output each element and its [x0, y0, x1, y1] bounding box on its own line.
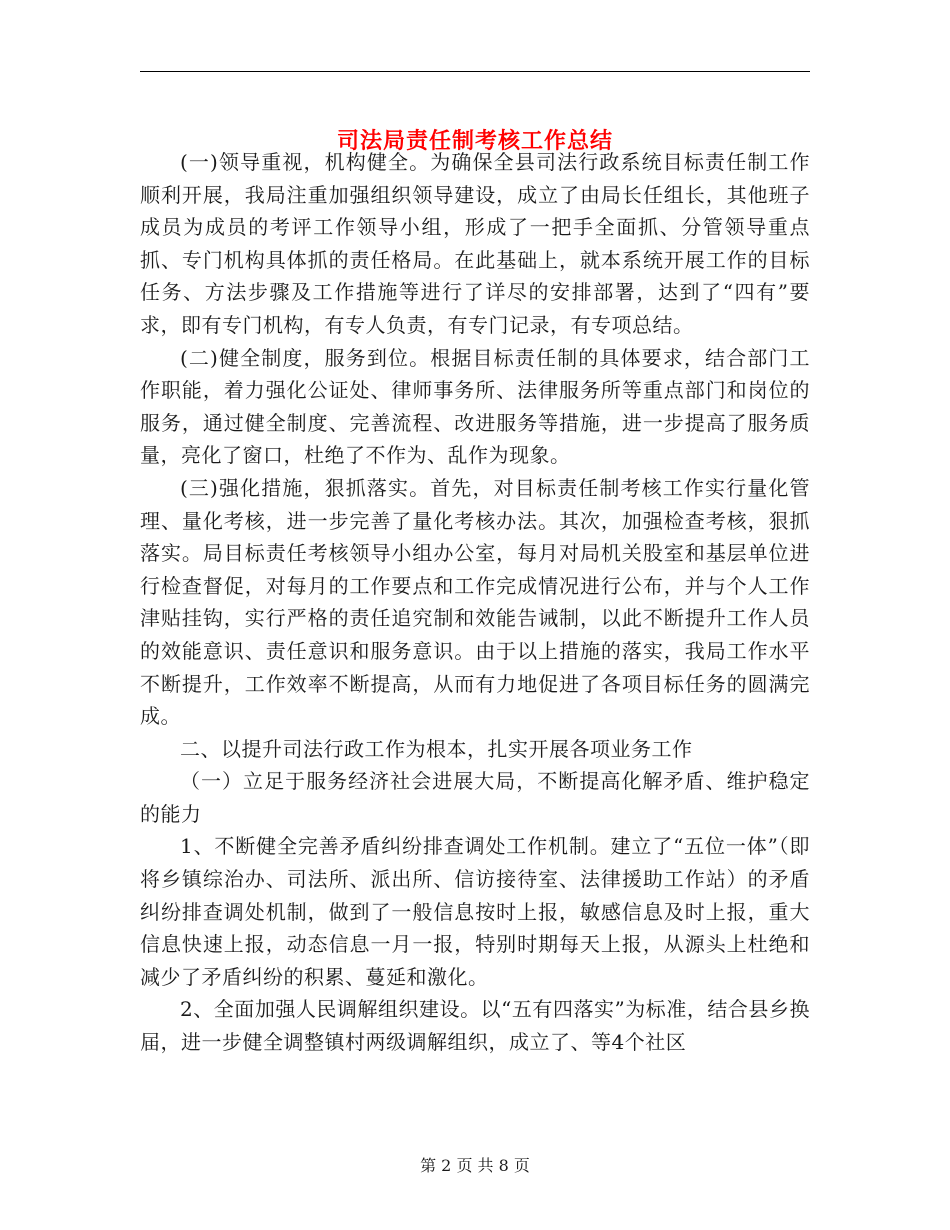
header-rule: [140, 71, 810, 72]
paragraph-mediation: 2、全面加强人民调解组织建设。以“五有四落实”为标准，结合县乡换届，进一步健全调整镇村两级调解组织，成立了、等4个社区: [140, 997, 810, 1055]
paragraph-measures: (三)强化措施，狠抓落实。首先，对目标责任制考核工作实行量化管理、量化考核，进一步完善了量化考核办法。其次，加强检查考核，狠抓落实。局目标责任考核领导小组办公室，每月对局机关股室和基层单位进行检查督促，对每月的工作要点和工作完成情况进行公布，并与个人工作津贴挂钩，实行严格的责任追究制和效能告诫制，以此不断提升工作人员的效能意识、责任意识和服务意识。由于以上措施的落实，我局工作水平不断提升，工作效率不断提高，从而有力地促进了各项目标任务的圆满完成。: [140, 475, 810, 729]
subsection-heading-one: （一）立足于服务经济社会进展大局，不断提高化解矛盾、维护稳定的能力: [140, 769, 810, 826]
section-heading-two: 二、以提升司法行政工作为根本，扎实开展各项业务工作: [180, 736, 693, 761]
document-title: 司法局责任制考核工作总结: [336, 127, 613, 154]
paragraph-system: (二)健全制度，服务到位。根据目标责任制的具体要求，结合部门工作职能，着力强化公证处、律师事务所、法律服务所等重点部门和岗位的服务，通过健全制度、完善流程、改进服务等措施，进一步提高了服务质量，亮化了窗口，杜绝了不作为、乱作为现象。: [140, 345, 810, 468]
paragraph-leadership: (一)领导重视，机构健全。为确保全县司法行政系统目标责任制工作顺利开展，我局注重加强组织领导建设，成立了由局长任组长，其他班子成员为成员的考评工作领导小组，形成了一把手全面抓、分管领导重点抓、专门机构具体抓的责任格局。在此基础上，就本系统开展工作的目标任务、方法步骤及工作措施等进行了详尽的安排部署，达到了“四有”要求，即有专门机构，有专人负责，有专门记录，有专项总结。: [140, 150, 810, 337]
page-number: 第 2 页 共 8 页: [420, 1156, 530, 1175]
document-body: [140, 146, 810, 1059]
paragraph-mechanism: 1、不断健全完善矛盾纠纷排查调处工作机制。建立了“五位一体”（即将乡镇综治办、司法所、派出所、信访接待室、法律援助工作站）的矛盾纠纷排查调处机制，做到了一般信息按时上报，敏感信息及时上报，重大信息快速上报，动态信息一月一报，特别时期每天上报，从源头上杜绝和减少了矛盾纠纷的积累、蔓延和激化。: [140, 834, 810, 989]
